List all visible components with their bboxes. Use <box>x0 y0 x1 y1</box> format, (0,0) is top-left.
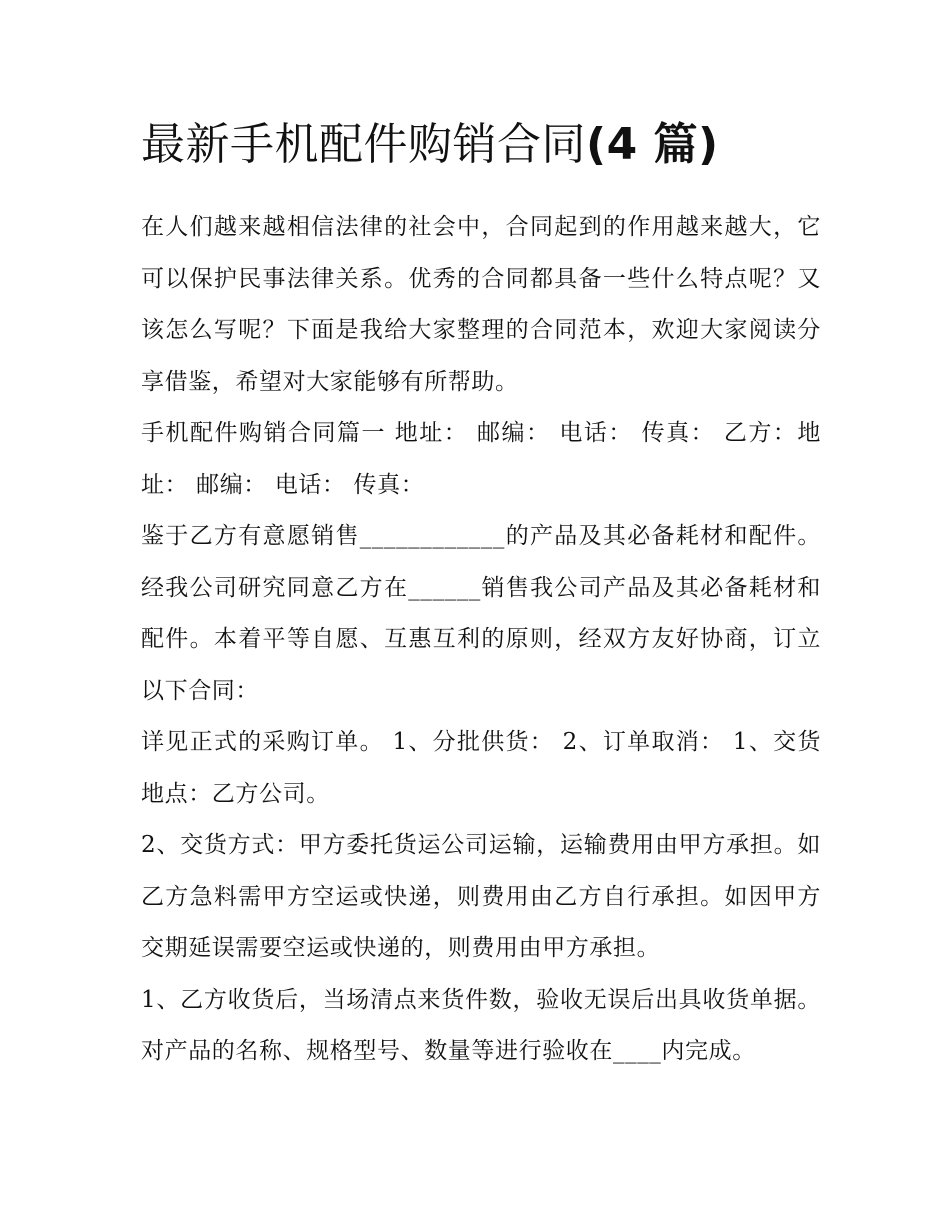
preamble-paragraph: 鉴于乙方有意愿销售____________的产品及其必备耗材和配件。经我公司研究同意乙方在______销售我公司产品及其必备耗材和配件。本着平等自愿、互惠互利的原则，经双方友好协商，订立以下合同： <box>141 523 821 704</box>
title-count: (4 篇) <box>586 119 719 170</box>
party-info-paragraph: 手机配件购销合同篇一 地址： 邮编： 电话： 传真： 乙方：地址： 邮编： 电话： 传真： <box>141 420 821 498</box>
delivery-method-paragraph: 2、交货方式：甲方委托货运公司运输，运输费用由甲方承担。如乙方急料需甲方空运或快递，则费用由乙方自行承担。如因甲方交期延误需要空运或快递的，则费用由甲方承担。 <box>141 832 821 961</box>
order-terms-paragraph: 详见正式的采购订单。 1、分批供货： 2、订单取消： 1、交货地点：乙方公司。 <box>141 729 821 807</box>
document-body <box>141 112 821 1078</box>
document-title <box>141 112 821 178</box>
inspection-paragraph: 1、乙方收货后，当场清点来货件数，验收无误后出具收货单据。对产品的名称、规格型号、数量等进行验收在____内完成。 <box>141 986 821 1064</box>
intro-paragraph: 在人们越来越相信法律的社会中，合同起到的作用越来越大，它可以保护民事法律关系。优秀的合同都具备一些什么特点呢？又该怎么写呢？下面是我给大家整理的合同范本，欢迎大家阅读分享借鉴，希望对大家能够有所帮助。 <box>141 214 821 395</box>
title-main: 最新手机配件购销合同 <box>141 119 586 170</box>
